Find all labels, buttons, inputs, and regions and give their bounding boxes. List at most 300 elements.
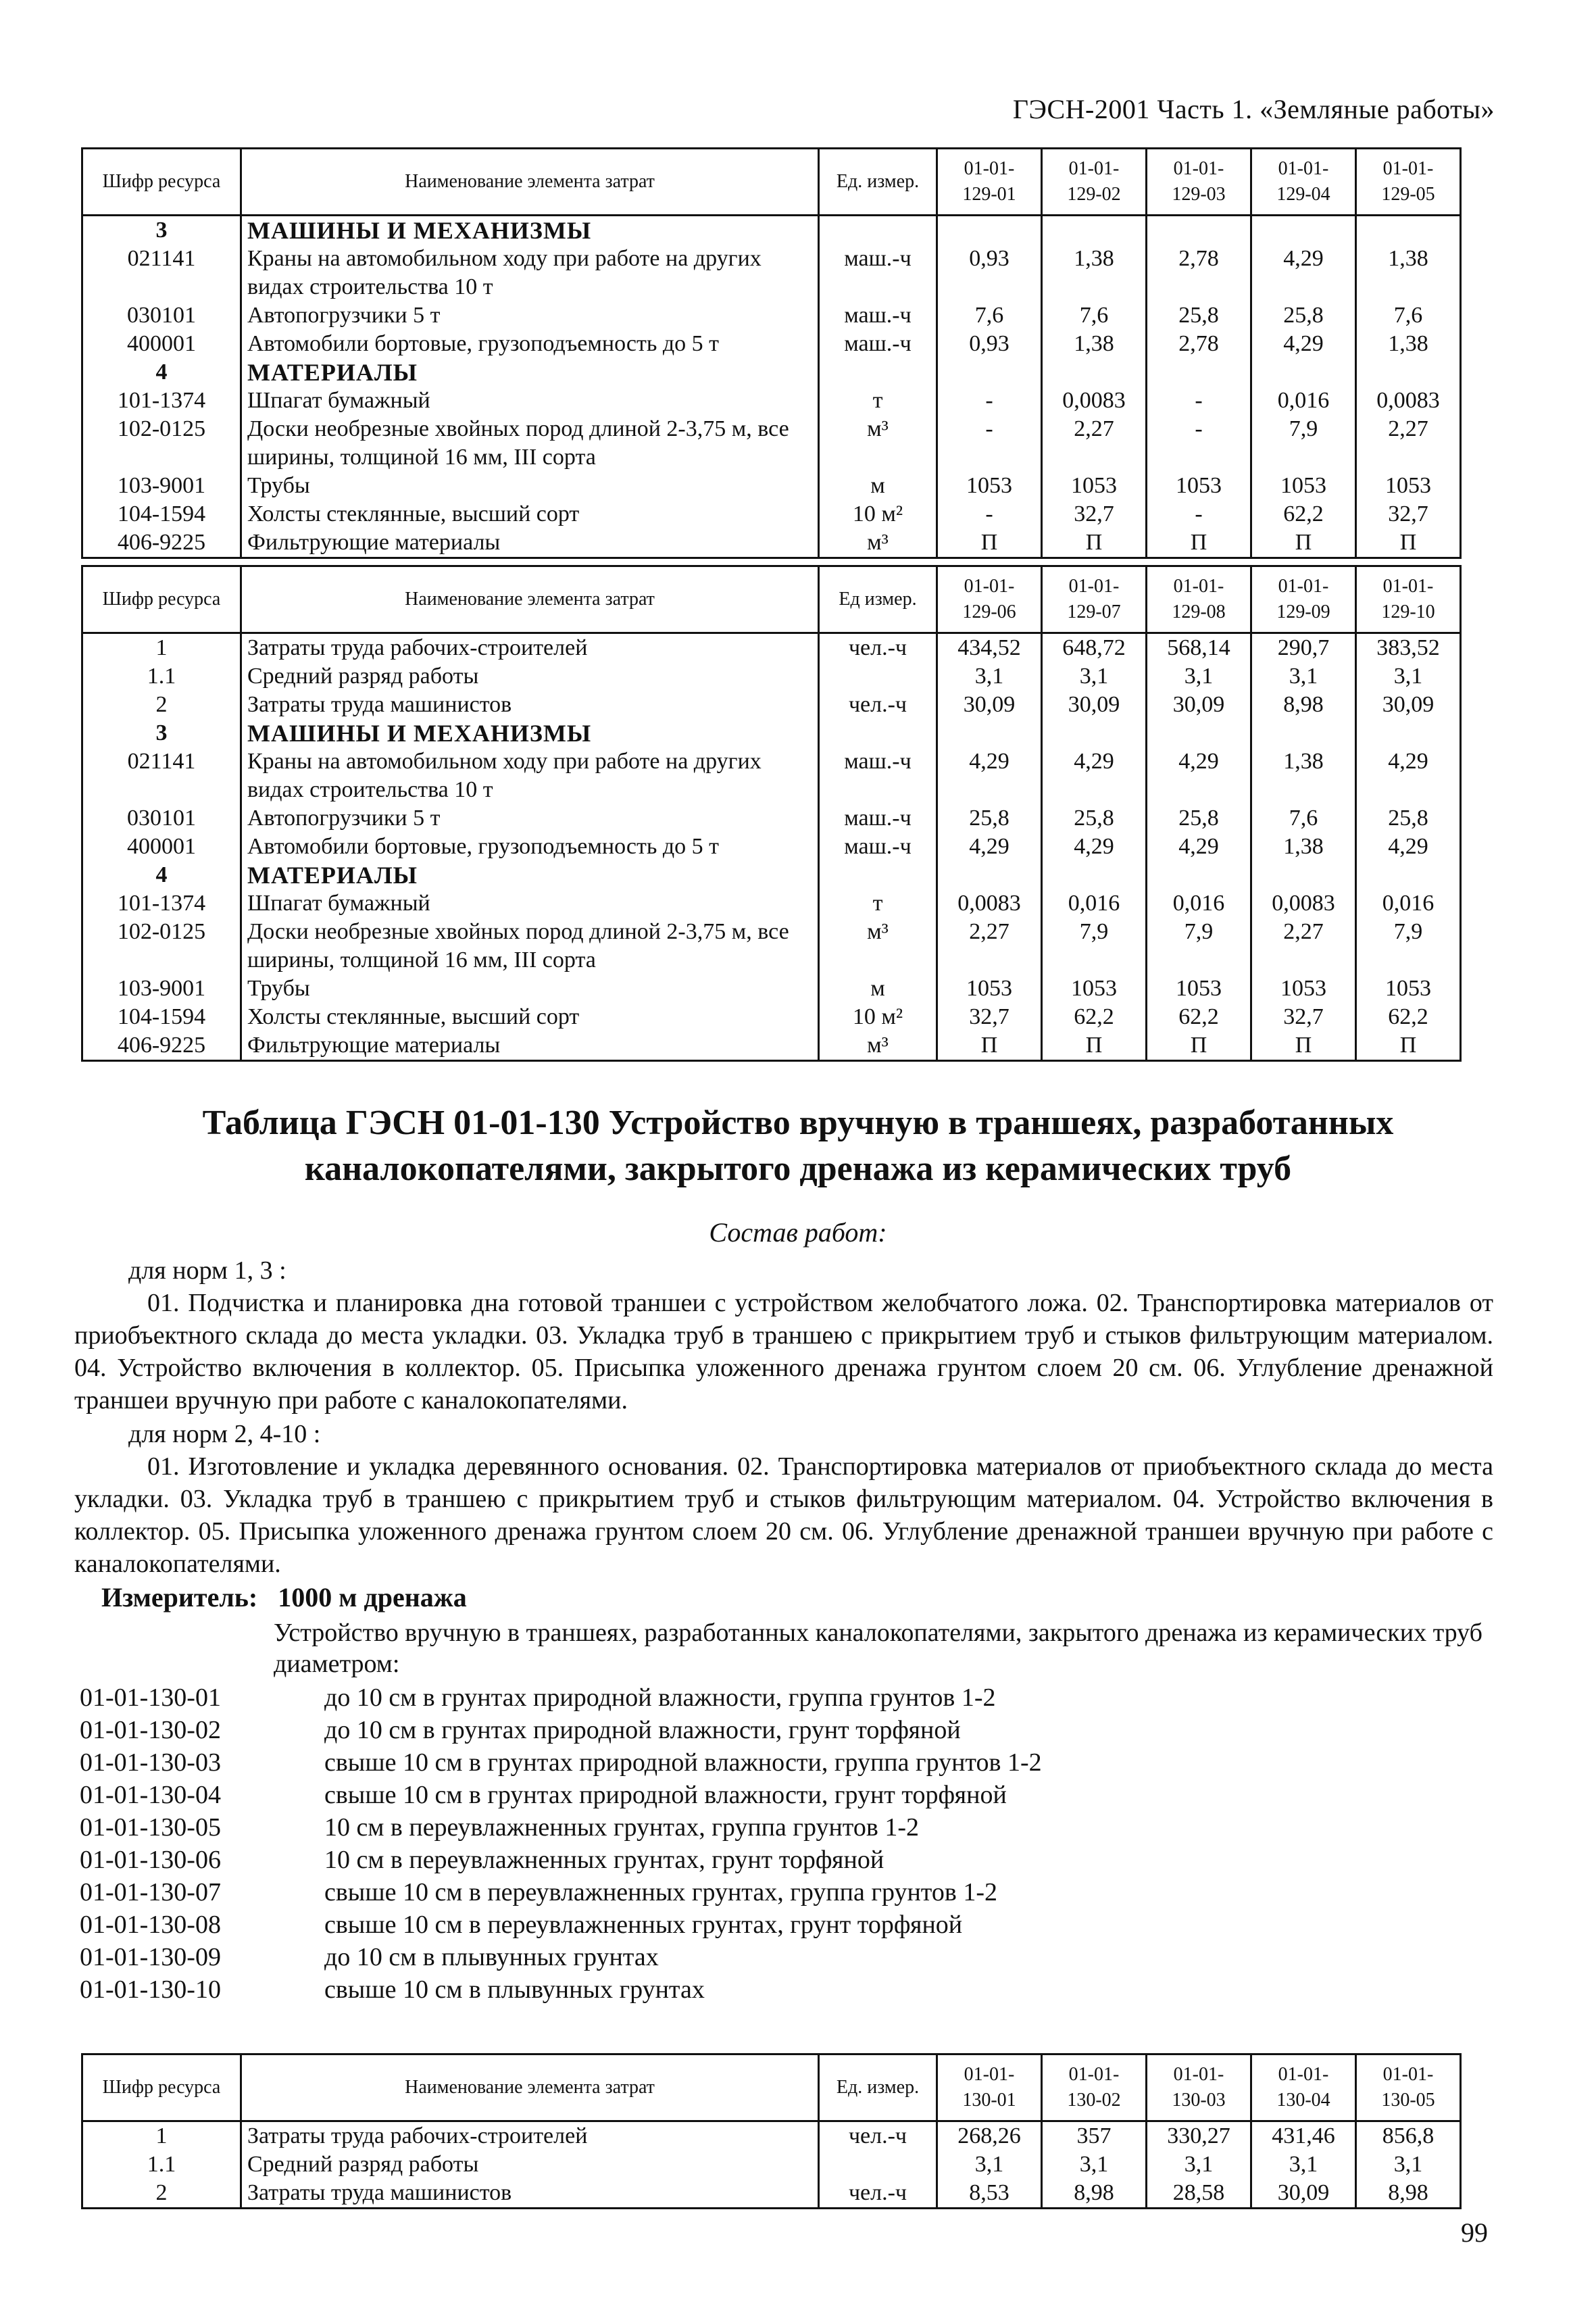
resource-code: 1 [82, 2121, 241, 2151]
header-row [82, 149, 1461, 216]
norm-col-line2: 129-09 [1276, 601, 1330, 622]
value-cell: 4,29 [937, 747, 1042, 804]
value-cell: 7,6 [1042, 301, 1147, 330]
cost-element-name: Холсты стеклянные, высший сорт [241, 500, 819, 528]
value-cell: 25,8 [1042, 804, 1147, 833]
unit-cell: т [819, 889, 937, 918]
cost-element-name: Средний разряд работы [241, 662, 819, 691]
norm-col-line1: 01-01- [1382, 2064, 1434, 2085]
cost-element-name: МАШИНЫ И МЕХАНИЗМЫ [241, 719, 819, 747]
value-cell [937, 358, 1042, 387]
section-row [82, 861, 1461, 889]
norms-b-text: 01. Изготовление и укладка деревянного основания. 02. Транспортировка материалов от приобъектного склада до места укладки. 03. Укладка труб в траншею с прикрытием труб и стыков фильтрующим материалом. 04. Устройство включения в коллектор. 05. Присыпка уложенного дренажа грунтом слоем 20 см. 06. Углубление дренажной траншеи вручную при работе с каналокопателями. [74, 1452, 1493, 1578]
value-cell [1147, 861, 1251, 889]
value-cell: 8,98 [1251, 691, 1356, 719]
table-row [82, 500, 1461, 528]
col-header-norm [937, 149, 1042, 216]
norm-code: 01-01-130-06 [80, 1846, 221, 1874]
value-cell: П [1251, 1031, 1356, 1061]
col-header-code: Шифр ресурса [82, 2054, 241, 2121]
unit-cell: 10 м² [819, 500, 937, 528]
norm-col-line2: 129-08 [1172, 601, 1226, 622]
value-cell: 1,38 [1356, 245, 1461, 301]
norm-code: 01-01-130-08 [80, 1911, 221, 1939]
norm-col-line2: 130-05 [1381, 2090, 1435, 2111]
table-row [82, 691, 1461, 719]
value-cell: П [937, 528, 1042, 558]
cost-element-name: Шпагат бумажный [241, 387, 819, 415]
norm-col-line2: 130-01 [962, 2090, 1016, 2111]
norm-code: 01-01-130-05 [80, 1813, 221, 1842]
value-cell: - [937, 415, 1042, 472]
value-cell: 7,6 [1251, 804, 1356, 833]
table-row [82, 804, 1461, 833]
norm-description: до 10 см в грунтах природной влажности, грунт торфяной [324, 1716, 961, 1744]
resource-code: 1 [82, 633, 241, 663]
resource-code: 030101 [82, 804, 241, 833]
table-row [82, 662, 1461, 691]
value-cell: 3,1 [1147, 662, 1251, 691]
norm-description: свыше 10 см в грунтах природной влажности, грунт торфяной [324, 1781, 1007, 1809]
value-cell: 3,1 [1356, 662, 1461, 691]
col-header-norm [1251, 2054, 1356, 2121]
norm-item [80, 1973, 1042, 2006]
unit-cell [819, 719, 937, 747]
value-cell: 7,6 [1356, 301, 1461, 330]
cost-element-name: Автопогрузчики 5 т [241, 301, 819, 330]
value-cell: П [1356, 528, 1461, 558]
norm-col-line2: 129-04 [1276, 184, 1330, 205]
resource-code: 102-0125 [82, 415, 241, 472]
resource-code: 030101 [82, 301, 241, 330]
value-cell [1147, 719, 1251, 747]
norm-item [80, 1681, 1042, 1714]
value-cell: 4,29 [1356, 833, 1461, 861]
norm-col-line2: 129-06 [962, 601, 1016, 622]
table-row [82, 387, 1461, 415]
value-cell: 1053 [1356, 472, 1461, 500]
resource-code: 1.1 [82, 2150, 241, 2179]
resource-code: 3 [82, 216, 241, 245]
value-cell: П [1042, 528, 1147, 558]
value-cell: 3,1 [937, 662, 1042, 691]
norm-description: 10 см в переувлажненных грунтах, группа грунтов 1-2 [324, 1813, 920, 1842]
value-cell: 1,38 [1042, 330, 1147, 358]
norm-col-line2: 130-03 [1172, 2090, 1226, 2111]
norm-col-line1: 01-01- [964, 2064, 1015, 2085]
value-cell: 2,27 [1251, 918, 1356, 975]
value-cell [1356, 358, 1461, 387]
unit-cell [819, 861, 937, 889]
norm-code: 01-01-130-07 [80, 1878, 221, 1906]
section-title: Таблица ГЭСН 01-01-130 Устройство вручную в траншеях, разработанных каналокопателями, закрытого дренажа из керамических труб [202, 1104, 1394, 1188]
value-cell: 4,29 [937, 833, 1042, 861]
col-header-norm [937, 566, 1042, 633]
table-row [82, 245, 1461, 301]
col-header-norm [1356, 566, 1461, 633]
value-cell: П [1147, 1031, 1251, 1061]
value-cell: 1053 [1147, 975, 1251, 1003]
cost-element-name: Трубы [241, 975, 819, 1003]
cost-element-name: Краны на автомобильном ходу при работе на других видах строительства 10 т [241, 747, 819, 804]
value-cell [1251, 358, 1356, 387]
value-cell: 32,7 [937, 1003, 1042, 1031]
value-cell: 8,53 [937, 2179, 1042, 2209]
col-header-code: Шифр ресурса [82, 149, 241, 216]
resource-table-130-01-05 [81, 2053, 1462, 2209]
col-header-norm [937, 2054, 1042, 2121]
value-cell: 25,8 [1147, 804, 1251, 833]
col-header-norm [1042, 2054, 1147, 2121]
unit-cell: маш.-ч [819, 245, 937, 301]
value-cell [1356, 719, 1461, 747]
unit-cell: м³ [819, 528, 937, 558]
norm-col-line2: 129-01 [962, 184, 1016, 205]
value-cell: 32,7 [1251, 1003, 1356, 1031]
value-cell: 62,2 [1042, 1003, 1147, 1031]
table-row [82, 833, 1461, 861]
value-cell: 3,1 [1251, 2150, 1356, 2179]
unit-cell [819, 216, 937, 245]
value-cell: 7,9 [1147, 918, 1251, 975]
resource-code: 4 [82, 358, 241, 387]
value-cell [1251, 861, 1356, 889]
value-cell: 7,6 [937, 301, 1042, 330]
value-cell: П [937, 1031, 1042, 1061]
unit-cell: м³ [819, 1031, 937, 1061]
norm-col-line1: 01-01- [1278, 576, 1329, 597]
norm-description: свыше 10 см в переувлажненных грунтах, грунт торфяной [324, 1911, 963, 1939]
value-cell: 0,016 [1147, 889, 1251, 918]
value-cell: 1053 [1042, 472, 1147, 500]
resource-code: 101-1374 [82, 889, 241, 918]
norm-item [80, 1779, 1042, 1811]
norm-col-line1: 01-01- [1382, 158, 1434, 179]
cost-element-name: МАШИНЫ И МЕХАНИЗМЫ [241, 216, 819, 245]
unit-cell: чел.-ч [819, 633, 937, 663]
value-cell: 30,09 [1251, 2179, 1356, 2209]
table-row [82, 633, 1461, 663]
norm-description: 10 см в переувлажненных грунтах, грунт торфяной [324, 1846, 884, 1874]
unit-cell: т [819, 387, 937, 415]
table-row [82, 415, 1461, 472]
norm-col-line1: 01-01- [1173, 158, 1224, 179]
value-cell: 8,98 [1042, 2179, 1147, 2209]
header-row [82, 2054, 1461, 2121]
value-cell: П [1147, 528, 1251, 558]
value-cell: 1,38 [1356, 330, 1461, 358]
norm-col-line2: 129-03 [1172, 184, 1226, 205]
value-cell: 32,7 [1042, 500, 1147, 528]
value-cell: П [1356, 1031, 1461, 1061]
norm-col-line1: 01-01- [1278, 2064, 1329, 2085]
norms-a-label: для норм 1, 3 : [128, 1256, 286, 1285]
value-cell: П [1251, 528, 1356, 558]
value-cell: 30,09 [1147, 691, 1251, 719]
value-cell: 434,52 [937, 633, 1042, 663]
value-cell: 0,0083 [1042, 387, 1147, 415]
cost-element-name: МАТЕРИАЛЫ [241, 861, 819, 889]
cost-element-name: Средний разряд работы [241, 2150, 819, 2179]
header-row [82, 566, 1461, 633]
value-cell: 1,38 [1251, 833, 1356, 861]
cost-element-name: Затраты труда рабочих-строителей [241, 2121, 819, 2151]
value-cell: 62,2 [1147, 1003, 1251, 1031]
resource-code: 1.1 [82, 662, 241, 691]
value-cell: 25,8 [1356, 804, 1461, 833]
norm-col-line1: 01-01- [964, 158, 1015, 179]
norm-code: 01-01-130-03 [80, 1748, 221, 1777]
measure-unit: Измеритель: 1000 м дренажа [101, 1582, 467, 1613]
value-cell: 30,09 [1356, 691, 1461, 719]
value-cell: 1053 [1251, 472, 1356, 500]
cost-element-name: Автомобили бортовые, грузоподъемность до 5 т [241, 330, 819, 358]
value-cell: 856,8 [1356, 2121, 1461, 2151]
unit-cell: м [819, 975, 937, 1003]
value-cell: 2,78 [1147, 330, 1251, 358]
value-cell: 1053 [1251, 975, 1356, 1003]
norms-a-block [74, 1254, 1493, 1417]
value-cell: 3,1 [1356, 2150, 1461, 2179]
norm-code: 01-01-130-04 [80, 1781, 221, 1809]
norm-col-line2: 129-10 [1381, 601, 1435, 622]
unit-cell [819, 2150, 937, 2179]
resource-code: 103-9001 [82, 472, 241, 500]
resource-code: 4 [82, 861, 241, 889]
resource-code: 103-9001 [82, 975, 241, 1003]
table-row [82, 2150, 1461, 2179]
section-row [82, 358, 1461, 387]
col-header-norm [1042, 566, 1147, 633]
col-header-norm [1251, 566, 1356, 633]
col-header-norm [1147, 2054, 1251, 2121]
norm-col-line2: 130-02 [1067, 2090, 1121, 2111]
cost-element-name: Затраты труда машинистов [241, 691, 819, 719]
unit-cell [819, 358, 937, 387]
value-cell: 2,27 [937, 918, 1042, 975]
col-header-code: Шифр ресурса [82, 566, 241, 633]
value-cell: 62,2 [1356, 1003, 1461, 1031]
value-cell: 648,72 [1042, 633, 1147, 663]
norm-description: до 10 см в плывунных грунтах [324, 1943, 659, 1971]
value-cell: 7,9 [1251, 415, 1356, 472]
value-cell: 2,27 [1042, 415, 1147, 472]
col-header-unit: Ед. измер. [819, 149, 937, 216]
unit-cell: 10 м² [819, 1003, 937, 1031]
table-row [82, 889, 1461, 918]
table-row [82, 330, 1461, 358]
unit-cell: чел.-ч [819, 2121, 937, 2151]
value-cell: 30,09 [937, 691, 1042, 719]
value-cell [1356, 861, 1461, 889]
cost-element-name: Затраты труда машинистов [241, 2179, 819, 2209]
value-cell: 1,38 [1042, 245, 1147, 301]
resource-code: 400001 [82, 833, 241, 861]
norms-list [80, 1681, 1042, 2006]
cost-element-name: Затраты труда рабочих-строителей [241, 633, 819, 663]
value-cell: 431,46 [1251, 2121, 1356, 2151]
cost-element-name: Доски необрезные хвойных пород длиной 2-3,75 м, все ширины, толщиной 16 мм, III сорта [241, 918, 819, 975]
value-cell: - [1147, 387, 1251, 415]
norms-intro: Устройство вручную в траншеях, разработанных каналокопателями, закрытого дренажа из керамических труб диаметром: [274, 1619, 1482, 1678]
col-header-name: Наименование элемента затрат [241, 149, 819, 216]
value-cell: 268,26 [937, 2121, 1042, 2151]
value-cell: 383,52 [1356, 633, 1461, 663]
value-cell: 62,2 [1251, 500, 1356, 528]
value-cell: 30,09 [1042, 691, 1147, 719]
norm-item [80, 1941, 1042, 1973]
value-cell: 3,1 [1042, 662, 1147, 691]
norm-description: свыше 10 см в плывунных грунтах [324, 1975, 705, 2004]
value-cell: 0,0083 [937, 889, 1042, 918]
value-cell: 25,8 [1251, 301, 1356, 330]
norm-col-line1: 01-01- [1382, 576, 1434, 597]
norm-item [80, 1811, 1042, 1844]
unit-cell: маш.-ч [819, 301, 937, 330]
value-cell: 7,9 [1042, 918, 1147, 975]
norm-description: до 10 см в грунтах природной влажности, группа грунтов 1-2 [324, 1683, 996, 1712]
value-cell [1147, 216, 1251, 245]
value-cell [937, 861, 1042, 889]
unit-cell: маш.-ч [819, 330, 937, 358]
norm-col-line1: 01-01- [1173, 2064, 1224, 2085]
norms-a-text: 01. Подчистка и планировка дна готовой траншеи с устройством желобчатого ложа. 02. Транспортировка материалов от приобъектного склада до места укладки. 03. Укладка труб в траншею с прикрытием труб и стыков фильтрующим материалом. 04. Устройство включения в коллектор. 05. Присыпка уложенного дренажа грунтом слоем 20 см. 06. Углубление дренажной траншеи вручную при работе с каналокопателями. [74, 1289, 1493, 1414]
cost-element-name: МАТЕРИАЛЫ [241, 358, 819, 387]
norm-col-line1: 01-01- [1068, 576, 1120, 597]
resource-code: 104-1594 [82, 1003, 241, 1031]
cost-element-name: Автомобили бортовые, грузоподъемность до 5 т [241, 833, 819, 861]
norm-item [80, 1844, 1042, 1876]
value-cell: - [937, 387, 1042, 415]
value-cell: 330,27 [1147, 2121, 1251, 2151]
value-cell: 4,29 [1042, 747, 1147, 804]
value-cell: 568,14 [1147, 633, 1251, 663]
unit-cell: маш.-ч [819, 804, 937, 833]
norm-col-line1: 01-01- [1278, 158, 1329, 179]
norm-col-line2: 129-02 [1067, 184, 1121, 205]
value-cell: 0,016 [1251, 387, 1356, 415]
value-cell: 4,29 [1147, 747, 1251, 804]
unit-cell: чел.-ч [819, 691, 937, 719]
value-cell [1356, 216, 1461, 245]
value-cell: 4,29 [1251, 330, 1356, 358]
page-number: 99 [1461, 2217, 1488, 2248]
col-header-norm [1356, 2054, 1461, 2121]
resource-code: 104-1594 [82, 500, 241, 528]
norm-item [80, 1876, 1042, 1909]
resource-code: 406-9225 [82, 528, 241, 558]
norm-col-line2: 130-04 [1276, 2090, 1330, 2111]
col-header-norm [1356, 149, 1461, 216]
col-header-norm [1251, 149, 1356, 216]
table-row [82, 1003, 1461, 1031]
col-header-name: Наименование элемента затрат [241, 2054, 819, 2121]
cost-element-name: Фильтрующие материалы [241, 528, 819, 558]
section-row [82, 719, 1461, 747]
unit-cell: маш.-ч [819, 833, 937, 861]
value-cell: 1053 [937, 472, 1042, 500]
value-cell: 357 [1042, 2121, 1147, 2151]
value-cell [1042, 216, 1147, 245]
value-cell: 0,0083 [1356, 387, 1461, 415]
cost-element-name: Краны на автомобильном ходу при работе на других видах строительства 10 т [241, 245, 819, 301]
value-cell [1251, 719, 1356, 747]
value-cell: 0,0083 [1251, 889, 1356, 918]
resource-code: 2 [82, 2179, 241, 2209]
value-cell: 1053 [1147, 472, 1251, 500]
norm-description: свыше 10 см в грунтах природной влажности, группа грунтов 1-2 [324, 1748, 1042, 1777]
norm-description: свыше 10 см в переувлажненных грунтах, группа грунтов 1-2 [324, 1878, 997, 1906]
value-cell [1042, 719, 1147, 747]
value-cell: 7,9 [1356, 918, 1461, 975]
table-row [82, 472, 1461, 500]
resource-code: 400001 [82, 330, 241, 358]
value-cell: 4,29 [1356, 747, 1461, 804]
value-cell: 3,1 [1042, 2150, 1147, 2179]
unit-cell: м [819, 472, 937, 500]
cost-element-name: Автопогрузчики 5 т [241, 804, 819, 833]
norm-code: 01-01-130-10 [80, 1975, 221, 2004]
value-cell: 3,1 [1147, 2150, 1251, 2179]
value-cell [937, 719, 1042, 747]
value-cell: 8,98 [1356, 2179, 1461, 2209]
norm-item [80, 1746, 1042, 1779]
value-cell: 290,7 [1251, 633, 1356, 663]
unit-cell: чел.-ч [819, 2179, 937, 2209]
unit-cell [819, 662, 937, 691]
value-cell: - [1147, 500, 1251, 528]
cost-element-name: Фильтрующие материалы [241, 1031, 819, 1061]
resource-code: 021141 [82, 747, 241, 804]
value-cell: 3,1 [937, 2150, 1042, 2179]
value-cell: 25,8 [937, 804, 1042, 833]
norm-col-line1: 01-01- [964, 576, 1015, 597]
col-header-norm [1147, 566, 1251, 633]
col-header-unit: Ед. измер. [819, 2054, 937, 2121]
norm-col-line2: 129-05 [1381, 184, 1435, 205]
value-cell: 1053 [1356, 975, 1461, 1003]
value-cell: 0,016 [1042, 889, 1147, 918]
value-cell: 0,016 [1356, 889, 1461, 918]
norms-b-block [74, 1418, 1493, 1580]
value-cell: 2,27 [1356, 415, 1461, 472]
resource-code: 021141 [82, 245, 241, 301]
unit-cell: м³ [819, 415, 937, 472]
resource-table-129-06-10 [81, 565, 1462, 1062]
resource-code: 101-1374 [82, 387, 241, 415]
value-cell: П [1042, 1031, 1147, 1061]
value-cell: 0,93 [937, 330, 1042, 358]
value-cell [1147, 358, 1251, 387]
value-cell: - [1147, 415, 1251, 472]
value-cell [1042, 358, 1147, 387]
value-cell: 4,29 [1251, 245, 1356, 301]
table-row [82, 1031, 1461, 1061]
col-header-norm [1042, 149, 1147, 216]
value-cell: 1053 [1042, 975, 1147, 1003]
norm-code: 01-01-130-01 [80, 1683, 221, 1712]
value-cell: 4,29 [1042, 833, 1147, 861]
norm-item [80, 1714, 1042, 1746]
running-header: ГЭСН-2001 Часть 1. «Земляные работы» [1012, 94, 1495, 124]
table-row [82, 2121, 1461, 2151]
table-row [82, 747, 1461, 804]
norm-code: 01-01-130-09 [80, 1943, 221, 1971]
norm-code: 01-01-130-02 [80, 1716, 221, 1744]
resource-code: 102-0125 [82, 918, 241, 975]
value-cell: - [937, 500, 1042, 528]
table-row [82, 2179, 1461, 2209]
